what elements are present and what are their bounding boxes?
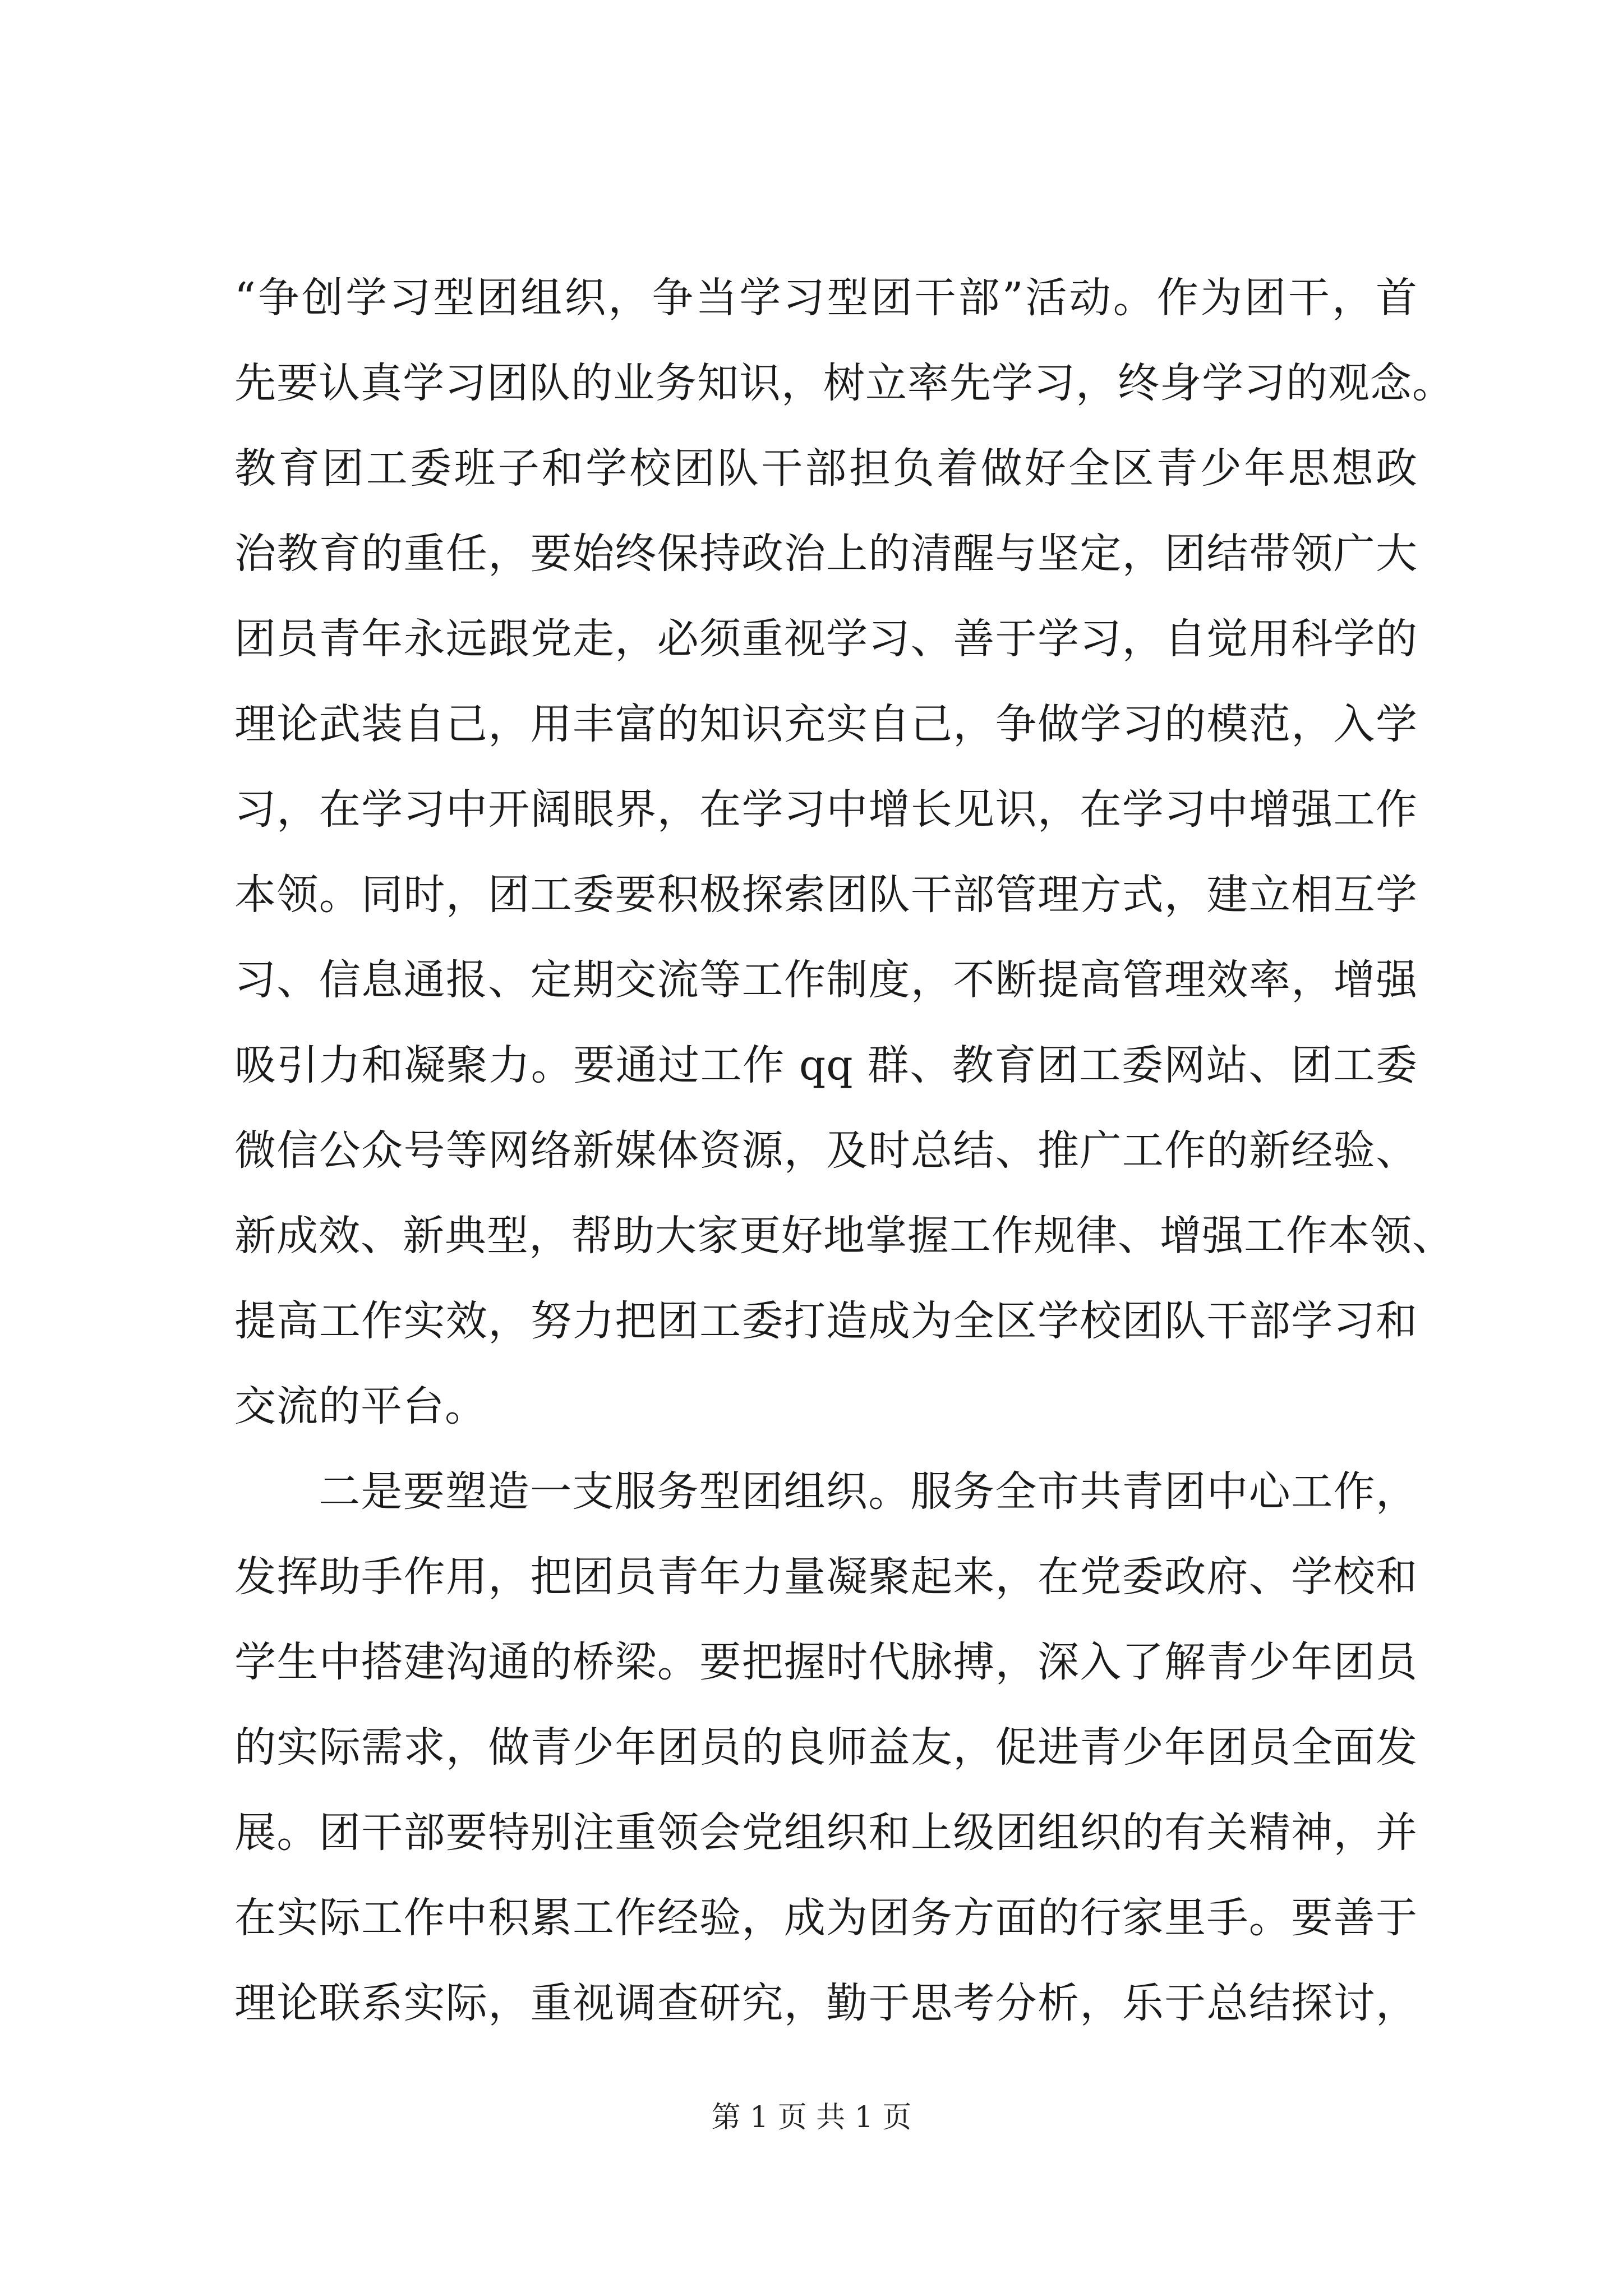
text-line: 本领。同时，团工委要积极探索团队干部管理方式，建立相互学 [234, 871, 1418, 919]
text-line: 提高工作实效，努力把团工委打造成为全区学校团队干部学习和 [234, 1297, 1418, 1345]
paragraph-first-line: 二是要塑造一支服务型团组织。服务全市共青团中心工作， [319, 1467, 1418, 1516]
text-line: 展。团干部要特别注重领会党组织和上级团组织的有关精神，并 [234, 1809, 1418, 1857]
text-line: “争创学习型团组织，争当学习型团干部”活动。作为团干，首 [234, 274, 1418, 322]
text-line: 新成效、新典型，帮助大家更好地掌握工作规律、增强工作本领、 [234, 1212, 1454, 1260]
text-line: 习，在学习中开阔眼界，在学习中增长见识，在学习中增强工作 [234, 785, 1418, 834]
text-line: 理论武装自己，用丰富的知识充实自己，争做学习的模范，入学 [234, 700, 1418, 748]
text-line: 发挥助手作用，把团员青年力量凝聚起来，在党委政府、学校和 [234, 1553, 1418, 1601]
text-line: 吸引力和凝聚力。要通过工作 qq 群、教育团工委网站、团工委 [234, 1041, 1418, 1089]
text-line: 理论联系实际，重视调查研究，勤于思考分析，乐于总结探讨， [234, 1979, 1418, 2027]
text-line: 在实际工作中积累工作经验，成为团务方面的行家里手。要善于 [234, 1894, 1418, 1942]
text-line: 治教育的重任，要始终保持政治上的清醒与坚定，团结带领广大 [234, 530, 1418, 578]
text-line: 学生中搭建沟通的桥梁。要把握时代脉搏，深入了解青少年团员 [234, 1638, 1418, 1686]
page-number-footer: 第 1 页 共 1 页 [711, 2101, 912, 2134]
document-body [234, 255, 1454, 2046]
text-line: 习、信息通报、定期交流等工作制度，不断提高管理效率，增强 [234, 956, 1418, 1004]
text-line: 教育团工委班子和学校团队干部担负着做好全区青少年思想政 [234, 444, 1418, 493]
text-line: 交流的平台。 [234, 1382, 487, 1430]
text-line: 先要认真学习团队的业务知识，树立率先学习，终身学习的观念。 [234, 359, 1454, 407]
text-line: 微信公众号等网络新媒体资源，及时总结、推广工作的新经验、 [234, 1126, 1418, 1175]
text-line: 团员青年永远跟党走，必须重视学习、善于学习，自觉用科学的 [234, 615, 1418, 663]
text-line: 的实际需求，做青少年团员的良师益友，促进青少年团员全面发 [234, 1723, 1418, 1772]
